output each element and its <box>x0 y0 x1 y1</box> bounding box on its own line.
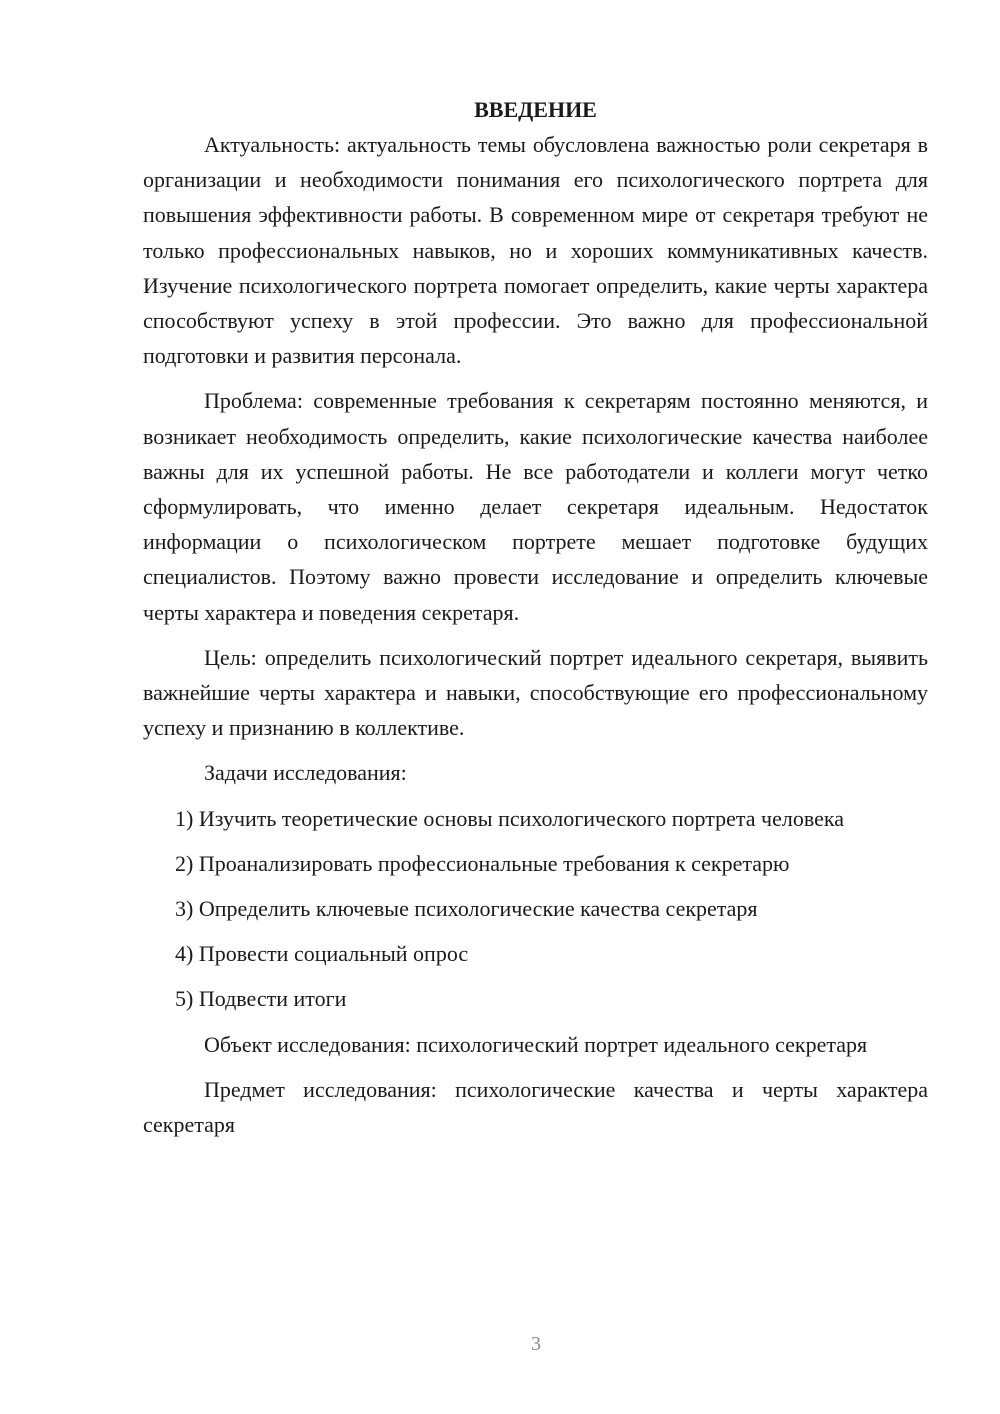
section-title: ВВЕДЕНИЕ <box>474 97 597 122</box>
task-item-2: 2) Проанализировать профессиональные требования к секретарю <box>175 850 790 876</box>
paragraph-goal: Цель: определить психологический портрет идеального секретаря, выявить важнейшие черты характера и навыки, способствующие его профессиональному успеху и признанию в коллективе. <box>143 644 928 741</box>
task-item-3: 3) Определить ключевые психологические качества секретаря <box>175 896 758 922</box>
paragraph-problem: Проблема: современные требования к секретарям постоянно меняются, и возникает необходимость определить, какие психологические качества наиболее важны для их успешной работы. Не все работодатели и коллеги могут четко сформулировать, что именно делает секретаря идеальным. Недостаток информации о психологическом портрете мешает подготовке будущих специалистов. Поэтому важно провести исследование и определить ключевые черты характера и поведения секретаря. <box>143 388 928 625</box>
paragraph-relevance: Актуальность: актуальность темы обусловлена важностью роли секретаря в организации и необходимости понимания его психологического портрета для повышения эффективности работы. В современном мире от секретаря требуют не только профессиональных навыков, но и хороших коммуникативных качеств. Изучение психологического портрета помогает определить, какие черты характера способствуют успеху в этой профессии. Это важно для профессиональной подготовки и развития персонала. <box>143 132 928 369</box>
document-page <box>143 92 928 1142</box>
task-item-5: 5) Подвести итоги <box>175 986 347 1012</box>
tasks-heading: Задачи исследования: <box>204 760 407 786</box>
page-number: 3 <box>531 1333 541 1355</box>
paragraph-subject: Предмет исследования: психологические качества и черты характера секретаря <box>143 1076 928 1138</box>
task-item-1: 1) Изучить теоретические основы психологического портрета человека <box>175 805 844 831</box>
paragraph-object: Объект исследования: психологический портрет идеального секретаря <box>204 1031 868 1057</box>
task-item-4: 4) Провести социальный опрос <box>175 941 469 967</box>
